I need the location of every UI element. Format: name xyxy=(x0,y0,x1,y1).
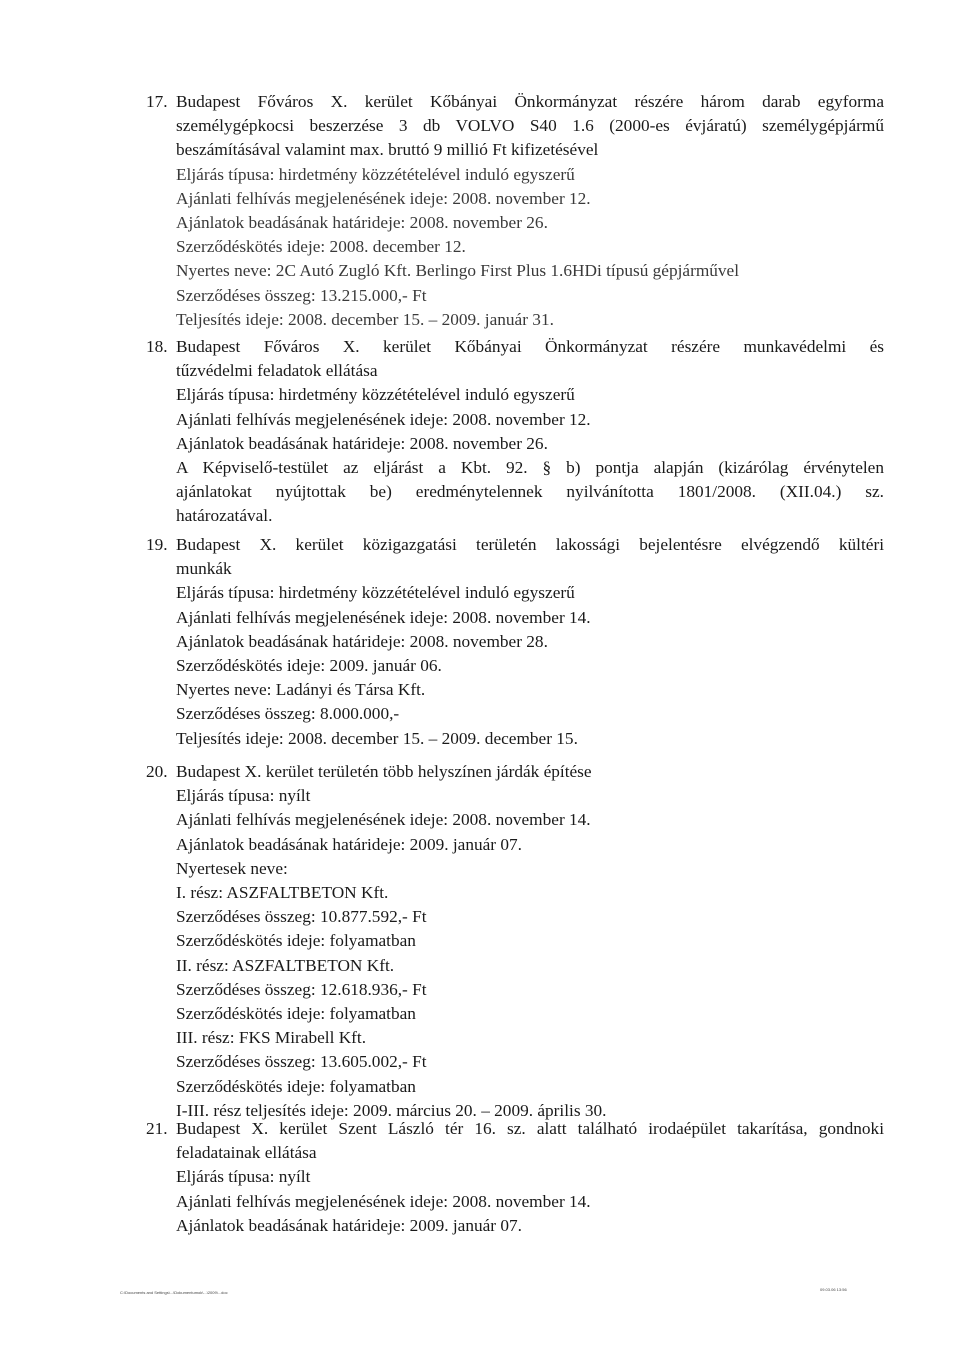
entry-title-line: személygépkocsi beszerzése 3 db VOLVO S40 1.6 (2000-es évjáratú) személygépjármű xyxy=(176,116,884,136)
winner-name: Nyertes neve: Ladányi és Társa Kft. xyxy=(176,680,426,700)
entry-20 xyxy=(146,760,884,1123)
lot-winner: I. rész: ASZFALTBETON Kft. xyxy=(176,883,389,903)
contract-amount: Szerződéses összeg: 12.618.936,- Ft xyxy=(176,979,427,999)
lot-winner: II. rész: ASZFALTBETON Kft. xyxy=(176,955,395,975)
entry-18 xyxy=(146,335,884,529)
contract-amount: Szerződéses összeg: 13.215.000,- Ft xyxy=(176,285,427,305)
contract-date: Szerződéskötés ideje: 2009. január 06. xyxy=(176,656,442,676)
contract-amount: Szerződéses összeg: 10.877.592,- Ft xyxy=(176,907,427,927)
contract-amount: Szerződéses összeg: 8.000.000,- xyxy=(176,704,400,724)
entry-number: 20. xyxy=(146,762,168,781)
lot-winner: III. rész: FKS Mirabell Kft. xyxy=(176,1028,367,1048)
entry-number: 21. xyxy=(146,1119,168,1138)
bid-deadline: Ajánlatok beadásának határideje: 2008. november 28. xyxy=(176,631,548,651)
entry-number: 17. xyxy=(146,92,168,111)
notice-date: Ajánlati felhívás megjelenésének ideje: 2008. november 14. xyxy=(176,607,591,627)
entry-title-line: Budapest X. kerület területén több helyszínen járdák építése xyxy=(176,762,592,781)
bid-deadline: Ajánlatok beadásának határideje: 2008. november 26. xyxy=(176,213,548,233)
procedure-type: Eljárás típusa: hirdetmény közzétételével induló egyszerű xyxy=(176,385,575,405)
entry-17 xyxy=(146,90,884,332)
footer-timestamp: 09.03.06 13:56 xyxy=(820,1287,847,1292)
decision-text: ajánlatokat nyújtottak be) eredménytelennek nyilvánította 1801/2008. (XII.04.) sz. xyxy=(176,482,884,502)
entry-title-line: Budapest Főváros X. kerület Kőbányai Önkormányzat részére munkavédelmi és xyxy=(176,337,884,356)
contract-date: Szerződéskötés ideje: 2008. december 12. xyxy=(176,237,466,257)
notice-date: Ajánlati felhívás megjelenésének ideje: 2008. november 12. xyxy=(176,409,591,429)
notice-date: Ajánlati felhívás megjelenésének ideje: 2008. november 14. xyxy=(176,1191,591,1211)
entry-title-line: beszámításával valamint max. bruttó 9 millió Ft kifizetésével xyxy=(176,140,599,160)
entry-title-line: munkák xyxy=(176,559,232,579)
contract-date: Szerződéskötés ideje: folyamatban xyxy=(176,1004,416,1024)
bid-deadline: Ajánlatok beadásának határideje: 2009. január 07. xyxy=(176,1215,522,1235)
entry-title-line: feladatainak ellátása xyxy=(176,1143,317,1163)
procedure-type: Eljárás típusa: hirdetmény közzétételével induló egyszerű xyxy=(176,164,575,184)
contract-date: Szerződéskötés ideje: folyamatban xyxy=(176,931,416,951)
procedure-type: Eljárás típusa: nyílt xyxy=(176,786,311,806)
entry-21 xyxy=(146,1117,884,1238)
notice-date: Ajánlati felhívás megjelenésének ideje: 2008. november 14. xyxy=(176,810,591,830)
entry-title-line: Budapest X. kerület Szent László tér 16. sz. alatt található irodaépület takarítása, gondnoki xyxy=(176,1119,884,1138)
completion-date: I-III. rész teljesítés ideje: 2009. március 20. – 2009. április 30. xyxy=(176,1100,607,1120)
contract-amount: Szerződéses összeg: 13.605.002,- Ft xyxy=(176,1052,427,1072)
entry-title-line: Budapest X. kerület közigazgatási területén lakossági bejelentésre elvégzendő kültéri xyxy=(176,535,884,554)
entry-number: 18. xyxy=(146,337,168,356)
entry-number: 19. xyxy=(146,535,168,554)
winners-heading: Nyertesek neve: xyxy=(176,858,288,878)
completion-date: Teljesítés ideje: 2008. december 15. – 2009. január 31. xyxy=(176,309,554,329)
procedure-type: Eljárás típusa: nyílt xyxy=(176,1167,311,1187)
decision-text: határozatával. xyxy=(176,506,273,526)
entry-19 xyxy=(146,533,884,751)
decision-text: A Képviselő-testület az eljárást a Kbt. 92. § b) pontja alapján (kizárólag érvénytelen xyxy=(176,458,884,478)
bid-deadline: Ajánlatok beadásának határideje: 2008. november 26. xyxy=(176,433,548,453)
footer-file-path: C:\Documents and Settings\...\Dokumentumok\...\2009\...doc xyxy=(120,1290,228,1295)
completion-date: Teljesítés ideje: 2008. december 15. – 2009. december 15. xyxy=(176,728,578,748)
entry-title-line: Budapest Főváros X. kerület Kőbányai Önkormányzat részére három darab egyforma xyxy=(176,92,884,111)
winner-name: Nyertes neve: 2C Autó Zugló Kft. Berlingo First Plus 1.6HDi típusú gépjárművel xyxy=(176,261,740,281)
bid-deadline: Ajánlatok beadásának határideje: 2009. január 07. xyxy=(176,834,522,854)
entry-title-line: tűzvédelmi feladatok ellátása xyxy=(176,361,378,381)
notice-date: Ajánlati felhívás megjelenésének ideje: 2008. november 12. xyxy=(176,188,591,208)
contract-date: Szerződéskötés ideje: folyamatban xyxy=(176,1076,416,1096)
procedure-type: Eljárás típusa: hirdetmény közzétételével induló egyszerű xyxy=(176,583,575,603)
